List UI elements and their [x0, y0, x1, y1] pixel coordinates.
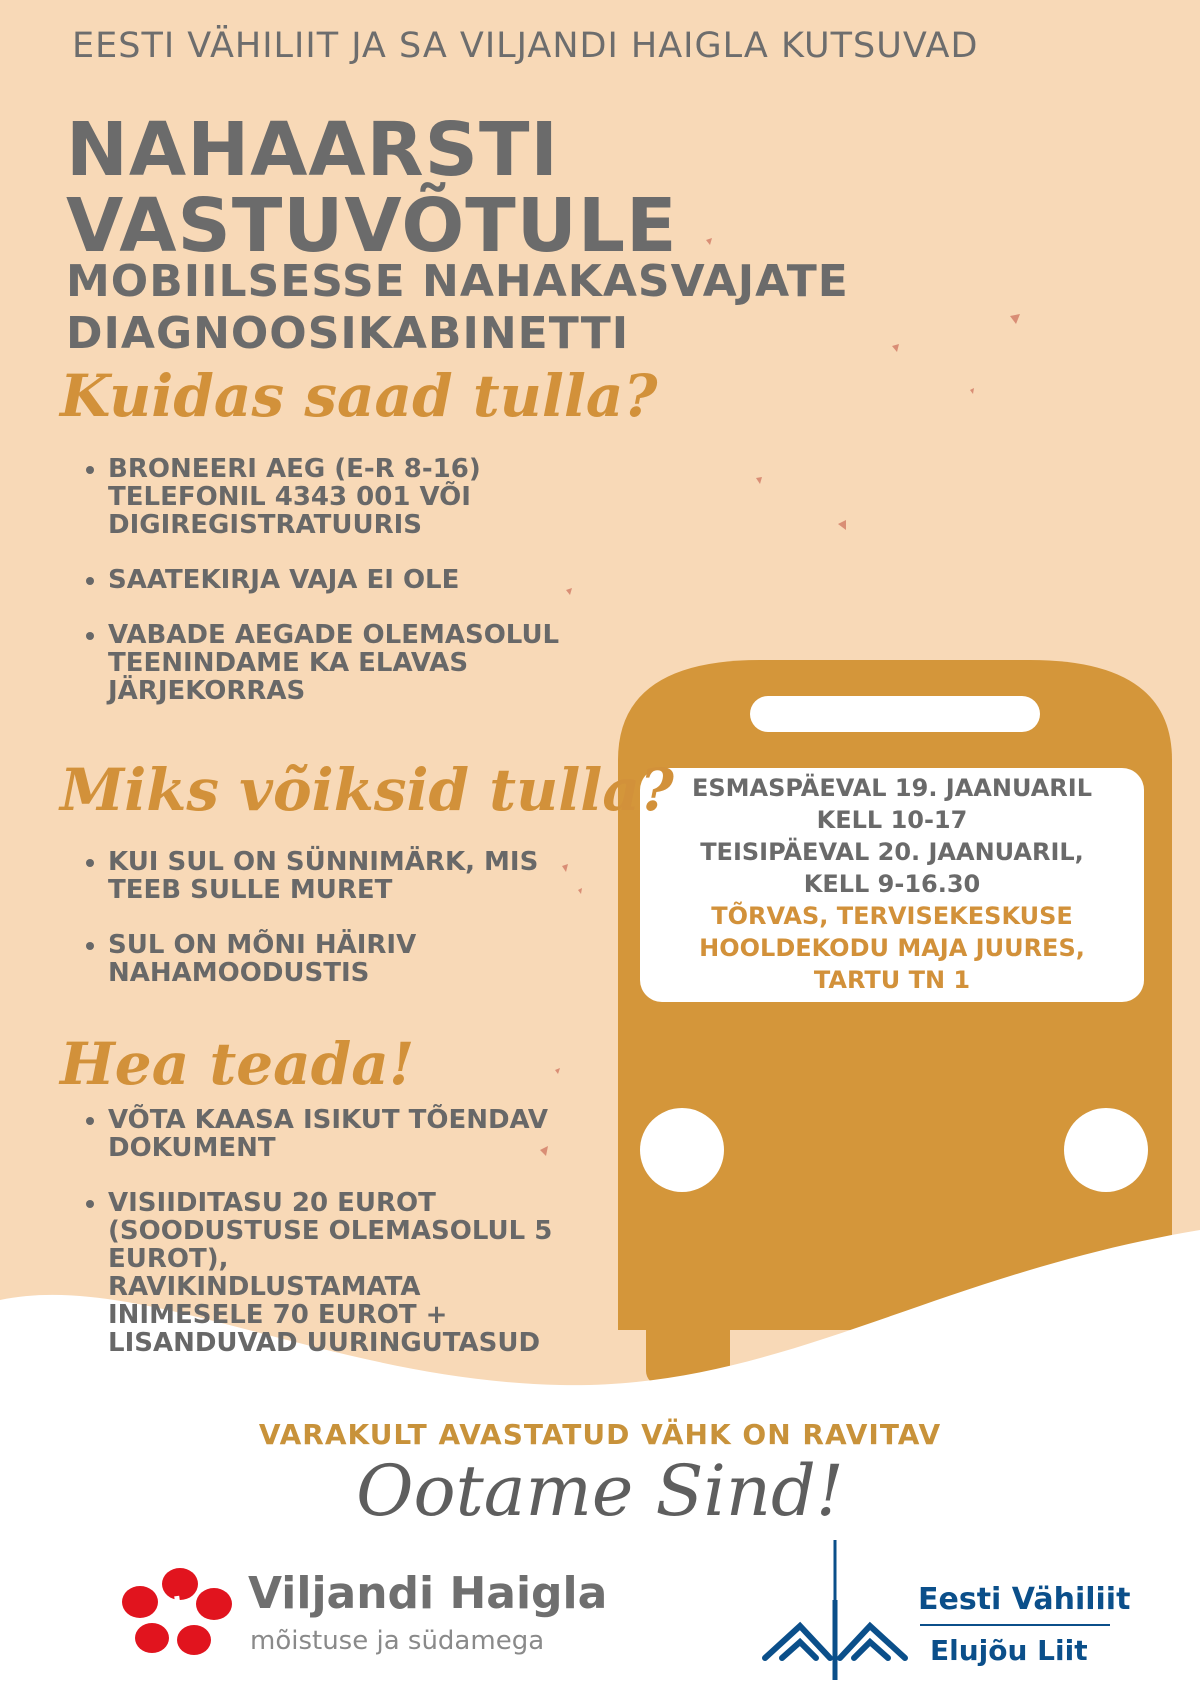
- logo-divider: [920, 1624, 1110, 1626]
- viljandi-haigla-slogan: mõistuse ja südamega: [250, 1626, 545, 1656]
- schedule-text: [640, 772, 1144, 996]
- why-heading: Miks võiksid tulla?: [60, 756, 674, 824]
- how-heading: Kuidas saad tulla?: [60, 362, 658, 430]
- list-item: SUL ON MÕNI HÄIRIV NAHAMOODUSTIS: [86, 931, 606, 987]
- list-item: KUI SUL ON SÜNNIMÄRK, MIS TEEB SULLE MURET: [86, 848, 606, 904]
- schedule-time-2: KELL 9-16.30: [803, 870, 981, 898]
- tagline: VARAKULT AVASTATUD VÄHK ON RAVITAV: [258, 1418, 942, 1451]
- list-item: BRONEERI AEG (E-R 8-16) TELEFONIL 4343 001 VÕI DIGIREGISTRATUURIS: [86, 455, 606, 539]
- title-line-2: VASTUVÕTULE: [66, 183, 678, 269]
- vahiliit-emblem-icon: [760, 1540, 910, 1690]
- bullet-dot: [86, 577, 94, 585]
- how-list: [86, 455, 606, 732]
- poster-title: [66, 107, 678, 269]
- bullet-dot: [86, 466, 94, 474]
- eesti-vahiliit-logo: [760, 1540, 1131, 1690]
- bullet-dot: [86, 632, 94, 640]
- viljandi-haigla-name: Viljandi Haigla: [248, 1568, 608, 1619]
- viljandi-haigla-logo: [118, 1560, 608, 1670]
- bullet-dot: [86, 1117, 94, 1125]
- bullet-dot: [86, 942, 94, 950]
- list-item: VISIIDITASU 20 EUROT (SOODUSTUSE OLEMASOLUL 5 EUROT), RAVIKINDLUSTAMATA INIMESELE 70 EUROT + LISANDUVAD UURINGUTASUD: [86, 1189, 606, 1357]
- schedule-day-2: TEISIPÄEVAL 20. JAANUARIL,: [700, 838, 1084, 866]
- info-heading: Hea teada!: [60, 1030, 415, 1098]
- bullet-dot: [86, 859, 94, 867]
- list-item: SAATEKIRJA VAJA EI OLE: [86, 566, 606, 594]
- list-item: VABADE AEGADE OLEMASOLUL TEENINDAME KA ELAVAS JÄRJEKORRAS: [86, 621, 606, 705]
- schedule-time-1: KELL 10-17: [816, 806, 968, 834]
- invitation-kicker: EESTI VÄHILIIT JA SA VILJANDI HAIGLA KUTSUVAD: [72, 26, 979, 66]
- title-line-1: NAHAARSTI: [66, 107, 559, 193]
- location-line-2: HOOLDEKODU MAJA JUURES,: [699, 934, 1085, 962]
- vahiliit-subname: Elujõu Liit: [930, 1634, 1088, 1667]
- subtitle-line-1: MOBIILSESSE NAHAKASVAJATE: [66, 256, 849, 307]
- schedule-day-1: ESMASPÄEVAL 19. JAANUARIL: [691, 774, 1092, 802]
- closing-text: Ootame Sind!: [356, 1450, 844, 1532]
- vahiliit-name: Eesti Vähiliit: [918, 1582, 1131, 1617]
- subtitle-line-2: DIAGNOOSIKABINETTI: [66, 308, 630, 359]
- info-list: [86, 1106, 606, 1384]
- location-line-1: TÕRVAS, TERVISEKESKUSE: [711, 902, 1073, 930]
- location-line-3: TARTU TN 1: [813, 966, 971, 994]
- why-list: [86, 848, 606, 1014]
- flower-icon: [118, 1560, 238, 1660]
- poster-subtitle: [66, 256, 849, 360]
- list-item: VÕTA KAASA ISIKUT TÕENDAV DOKUMENT: [86, 1106, 606, 1162]
- bullet-dot: [86, 1200, 94, 1208]
